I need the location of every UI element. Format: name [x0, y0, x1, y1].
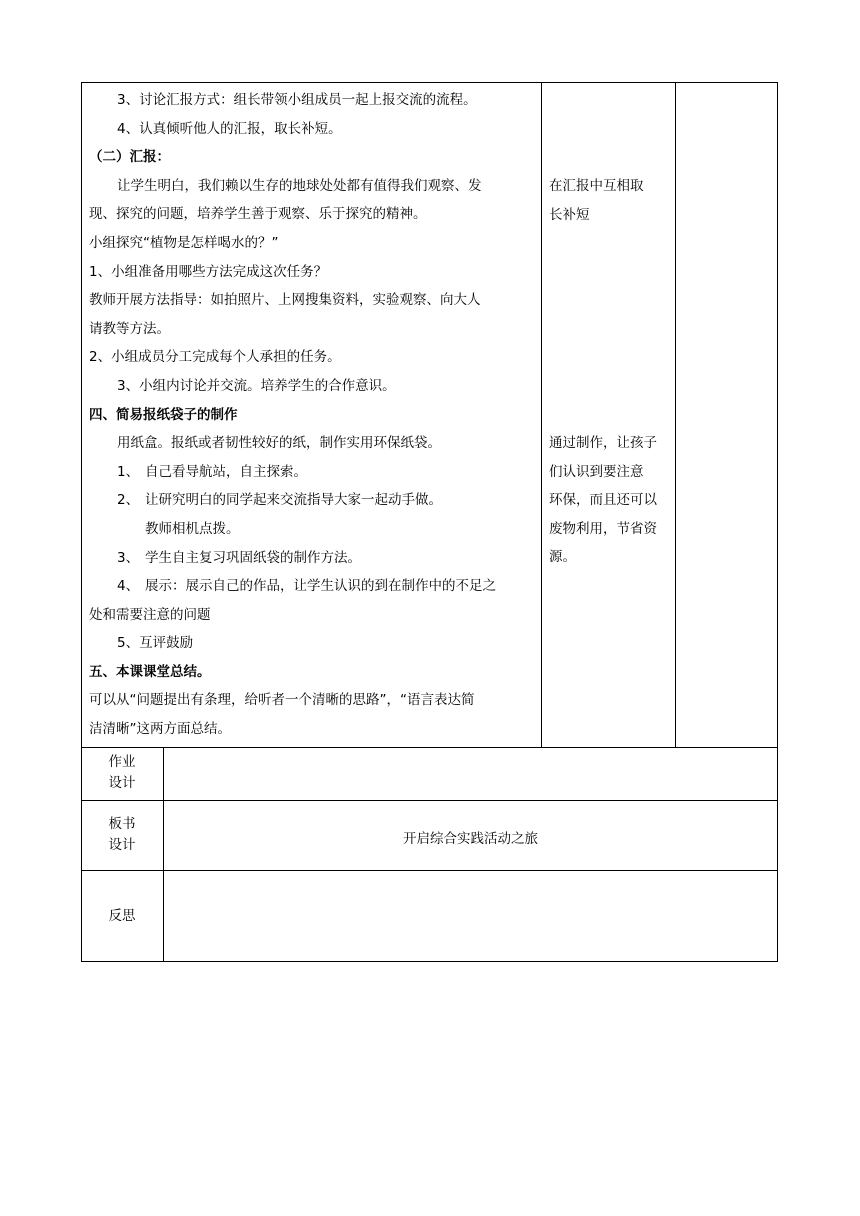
content-line: 现、探究的问题，培养学生善于观察、乐于探究的精神。 — [89, 206, 427, 223]
content-line: 让学生明白，我们赖以生存的地球处处都有值得我们观察、发 — [117, 177, 482, 194]
note-line: 在汇报中互相取 — [549, 178, 644, 194]
homework-label — [81, 752, 163, 794]
content-line: 2、小组成员分工完成每个人承担的任务。 — [89, 349, 341, 366]
homework-label-line: 作业 — [108, 754, 136, 770]
note-line: 源。 — [549, 549, 576, 566]
side-note-making — [549, 429, 673, 572]
section-heading: 四、简易报纸袋子的制作 — [89, 406, 238, 423]
list-text: 自己看导航站，自主探索。 — [145, 463, 307, 480]
row-divider-board — [81, 800, 778, 801]
reflection-label: 反思 — [108, 908, 136, 924]
list-text: 让研究明白的同学起来交流指导大家一起动手做。 — [145, 492, 442, 509]
list-number: 3、 — [117, 549, 140, 566]
content-line: 处和需要注意的问题 — [89, 606, 211, 623]
board-label-line: 板书 — [108, 816, 136, 832]
note-line: 通过制作，让孩子 — [549, 435, 657, 451]
content-line: 4、认真倾听他人的汇报，取长补短。 — [117, 120, 342, 137]
board-label — [81, 814, 163, 856]
list-text: 展示：展示自己的作品，让学生认识的到在制作中的不足之 — [145, 578, 496, 595]
note-line: 长补短 — [549, 206, 590, 223]
list-number: 2、 — [117, 492, 140, 509]
list-item — [89, 486, 539, 515]
section-heading: （二）汇报： — [89, 149, 170, 166]
side-note-report — [549, 172, 673, 229]
content-line: 3、小组内讨论并交流。培养学生的合作意识。 — [117, 377, 396, 394]
list-number: 1、 — [117, 463, 140, 480]
content-line: 用纸盒。报纸或者韧性较好的纸，制作实用环保纸袋。 — [117, 435, 441, 452]
main-content — [89, 86, 539, 744]
content-line: 请教等方法。 — [89, 320, 170, 337]
row-divider-reflection — [81, 870, 778, 871]
content-line: 教师相机点拨。 — [145, 520, 240, 537]
list-item — [89, 458, 539, 487]
content-line: 小组探究“植物是怎样喝水的？” — [89, 234, 279, 251]
board-content: 开启综合实践活动之旅 — [403, 831, 538, 847]
board-label-line: 设计 — [108, 837, 136, 853]
table-border-top — [81, 82, 778, 83]
section-heading: 五、本课课堂总结。 — [89, 663, 211, 680]
lesson-plan-table — [81, 82, 778, 962]
column-divider-extra — [675, 82, 676, 748]
column-divider-notes — [541, 82, 542, 748]
homework-label-line: 设计 — [108, 775, 136, 791]
note-line: 们认识到要注意 — [549, 463, 644, 480]
content-line: 3、讨论汇报方式：组长带领小组成员一起上报交流的流程。 — [117, 92, 477, 108]
list-item — [89, 544, 539, 573]
content-line: 可以从“问题提出有条理，给听者一个清晰的思路”，“语言表达简 — [89, 692, 475, 709]
content-line: 教师开展方法指导：如拍照片、上网搜集资料，实验观察、向大人 — [89, 292, 481, 309]
column-divider-label — [163, 747, 164, 962]
note-line: 废物利用，节省资 — [549, 520, 657, 537]
list-text: 学生自主复习巩固纸袋的制作方法。 — [145, 549, 361, 566]
list-item — [89, 572, 539, 601]
content-line: 洁清晰”这两方面总结。 — [89, 721, 231, 738]
content-line: 1、小组准备用哪些方法完成这次任务？ — [89, 263, 328, 280]
row-divider-homework — [81, 747, 778, 748]
table-border-bottom — [81, 961, 778, 962]
note-line: 环保，而且还可以 — [549, 492, 657, 509]
content-line: 5、互评鼓励 — [117, 635, 194, 652]
list-number: 4、 — [117, 578, 140, 595]
